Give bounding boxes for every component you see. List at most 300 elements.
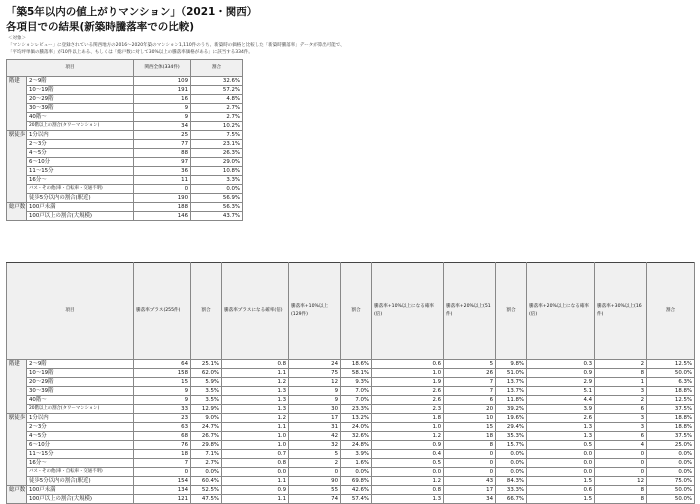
row-label: 20～29階 [27, 95, 134, 104]
count-cell: 0 [444, 459, 496, 468]
column-header: 割合 [191, 263, 222, 360]
percent-cell: 11.8% [496, 396, 527, 405]
percent-cell: 57.2% [191, 86, 243, 95]
percent-cell: 13.2% [341, 414, 372, 423]
table-row [7, 167, 243, 176]
count-cell: 36 [134, 167, 191, 176]
ratio-cell: 2.6 [372, 387, 444, 396]
percent-cell: 18.8% [647, 423, 695, 432]
count-cell: 0 [595, 468, 647, 477]
row-label: 2～3分 [27, 140, 134, 149]
percent-cell: 2.7% [191, 459, 222, 468]
percent-cell: 69.8% [341, 477, 372, 486]
count-cell: 0 [289, 468, 341, 477]
ratio-cell: 1.3 [527, 432, 595, 441]
percent-cell: 57.4% [341, 495, 372, 504]
percent-cell: 18.8% [647, 414, 695, 423]
percent-cell: 10.8% [191, 167, 243, 176]
percent-cell: 7.0% [341, 396, 372, 405]
column-header: 騰落率+20%以上(51件) [444, 263, 496, 360]
ratio-cell: 1.8 [372, 414, 444, 423]
row-label: 100戸未満 [27, 203, 134, 212]
count-cell: 9 [134, 387, 191, 396]
count-cell: 8 [595, 369, 647, 378]
percent-cell: 5.9% [191, 378, 222, 387]
ratio-cell: 1.2 [372, 432, 444, 441]
count-cell: 0 [595, 450, 647, 459]
row-label: 1分以内 [27, 414, 134, 423]
ratio-cell: 0.0 [222, 468, 289, 477]
percent-cell: 0.0% [496, 468, 527, 477]
percent-cell: 19.6% [496, 414, 527, 423]
table-row [7, 185, 243, 194]
percent-cell: 52.5% [191, 486, 222, 495]
row-label: 10～19階 [27, 369, 134, 378]
percent-cell: 33.3% [496, 486, 527, 495]
count-cell: 7 [444, 378, 496, 387]
count-cell: 109 [134, 77, 191, 86]
percent-cell: 50.0% [647, 369, 695, 378]
percent-cell: 62.0% [191, 369, 222, 378]
percent-cell: 25.1% [191, 360, 222, 369]
table-row [7, 86, 243, 95]
percent-cell: 37.5% [647, 405, 695, 414]
ratio-cell: 1.0 [372, 369, 444, 378]
percent-cell: 0.0% [496, 450, 527, 459]
ratio-cell: 1.0 [222, 441, 289, 450]
percent-cell: 6.3% [647, 378, 695, 387]
count-cell: 17 [444, 486, 496, 495]
column-header: 騰落率プラス(255件) [134, 263, 191, 360]
count-cell: 20 [444, 405, 496, 414]
ratio-cell: 1.0 [372, 423, 444, 432]
table-row [7, 405, 695, 414]
count-cell: 15 [134, 378, 191, 387]
count-cell: 23 [134, 414, 191, 423]
ratio-cell: 1.0 [222, 432, 289, 441]
percent-cell: 12.5% [647, 360, 695, 369]
kansai-overall-table [6, 59, 243, 221]
table-row [7, 486, 695, 495]
percent-cell: 0.0% [647, 468, 695, 477]
count-cell: 3 [595, 414, 647, 423]
row-label: 6～10分 [27, 441, 134, 450]
table-row [7, 77, 243, 86]
ratio-cell: 1.9 [372, 378, 444, 387]
count-cell: 17 [289, 414, 341, 423]
count-cell: 0 [444, 468, 496, 477]
count-cell: 97 [134, 158, 191, 167]
percent-cell: 24.0% [341, 423, 372, 432]
count-cell: 32 [289, 441, 341, 450]
ratio-cell: 0.0 [372, 468, 444, 477]
row-label: バス・その他(車・自転車・交通不明) [27, 468, 134, 477]
percent-cell: 0.0% [647, 450, 695, 459]
ratio-cell: 1.1 [222, 477, 289, 486]
percent-cell: 15.7% [496, 441, 527, 450]
row-label: 40階～ [27, 113, 134, 122]
table-row [7, 378, 695, 387]
table-row [7, 459, 695, 468]
count-cell: 1 [595, 378, 647, 387]
count-cell: 9 [134, 113, 191, 122]
ratio-cell: 0.8 [222, 459, 289, 468]
ratio-cell: 0.6 [372, 360, 444, 369]
table-row [7, 122, 243, 131]
column-header: 項目 [7, 263, 134, 360]
row-label: 20階以上の割合(タワーマンション) [27, 405, 134, 414]
table-row [7, 414, 695, 423]
percent-cell: 3.9% [341, 450, 372, 459]
percent-cell: 9.3% [341, 378, 372, 387]
ratio-cell: 3.9 [527, 405, 595, 414]
count-cell: 146 [134, 212, 191, 221]
ratio-cell: 0.0 [527, 450, 595, 459]
count-cell: 8 [444, 441, 496, 450]
count-cell: 64 [134, 360, 191, 369]
count-cell: 63 [134, 423, 191, 432]
ratio-cell: 1.3 [222, 405, 289, 414]
row-label: 4～5分 [27, 432, 134, 441]
ratio-cell: 1.2 [372, 477, 444, 486]
count-cell: 5 [444, 360, 496, 369]
ratio-cell: 2.3 [372, 405, 444, 414]
ratio-cell: 1.5 [527, 477, 595, 486]
percent-cell: 50.0% [647, 486, 695, 495]
percent-cell: 7.1% [191, 450, 222, 459]
count-cell: 8 [595, 495, 647, 504]
percent-cell: 3.5% [191, 396, 222, 405]
table-row [7, 194, 243, 203]
column-header: 割合 [496, 263, 527, 360]
row-label: 11～15分 [27, 450, 134, 459]
percent-cell: 18.8% [647, 387, 695, 396]
table-body [7, 77, 243, 221]
count-cell: 191 [134, 86, 191, 95]
category-cell: 駅徒歩 [7, 131, 27, 203]
count-cell: 2 [289, 459, 341, 468]
count-cell: 154 [134, 477, 191, 486]
count-cell: 190 [134, 194, 191, 203]
count-cell: 4 [595, 441, 647, 450]
table-row [7, 203, 243, 212]
count-cell: 15 [444, 423, 496, 432]
percent-cell: 39.2% [496, 405, 527, 414]
category-cell: 駅徒歩 [7, 414, 27, 486]
row-label: 30～39階 [27, 387, 134, 396]
table-row [7, 423, 695, 432]
count-cell: 42 [289, 432, 341, 441]
count-cell: 0 [134, 185, 191, 194]
count-cell: 30 [289, 405, 341, 414]
category-cell: 階建 [7, 77, 27, 131]
column-header: 割合 [191, 60, 243, 77]
table-row [7, 158, 243, 167]
target-note: 「平均坪単価の騰落率」が10件以上ある、もしくは「総戸数に対して30%以上の騰落率価格がある」に該当する334件。 [8, 50, 253, 55]
percent-cell: 58.1% [341, 369, 372, 378]
percent-cell: 2.7% [191, 113, 243, 122]
percent-cell: 0.0% [191, 468, 222, 477]
table-row [7, 441, 695, 450]
table-row [7, 131, 243, 140]
count-cell: 9 [289, 387, 341, 396]
table-header-row [7, 60, 243, 77]
count-cell: 3 [595, 387, 647, 396]
percent-cell: 66.7% [496, 495, 527, 504]
ratio-cell: 0.8 [222, 360, 289, 369]
ratio-cell: 1.5 [527, 495, 595, 504]
percent-cell: 60.4% [191, 477, 222, 486]
table-row [7, 495, 695, 504]
percent-cell: 7.0% [341, 387, 372, 396]
table-row [7, 176, 243, 185]
page-title: 「築5年以内の値上がりマンション」（2021・関西） [6, 6, 258, 18]
percent-cell: 1.6% [341, 459, 372, 468]
percent-cell: 9.8% [496, 360, 527, 369]
ratio-cell: 4.4 [527, 396, 595, 405]
row-label: 20～29階 [27, 378, 134, 387]
ratio-cell: 1.3 [222, 396, 289, 405]
count-cell: 6 [595, 405, 647, 414]
ratio-cell: 1.1 [222, 369, 289, 378]
table-row [7, 396, 695, 405]
count-cell: 9 [134, 104, 191, 113]
percent-cell: 9.0% [191, 414, 222, 423]
row-label: 10～19階 [27, 86, 134, 95]
ratio-cell: 0.6 [527, 486, 595, 495]
table-row [7, 113, 243, 122]
table-row [7, 450, 695, 459]
count-cell: 9 [134, 396, 191, 405]
target-label: ＜対象＞ [8, 36, 26, 41]
percent-cell: 7.5% [191, 131, 243, 140]
percent-cell: 18.6% [341, 360, 372, 369]
row-label: 11～15分 [27, 167, 134, 176]
count-cell: 75 [289, 369, 341, 378]
row-label: 徒歩5分以内の割合(駅近) [27, 477, 134, 486]
column-header: 割合 [647, 263, 695, 360]
table-row [7, 140, 243, 149]
count-cell: 18 [444, 432, 496, 441]
ratio-cell: 0.9 [372, 441, 444, 450]
column-header: 騰落率プラスになる確率(倍) [222, 263, 289, 360]
ratio-cell: 0.8 [372, 486, 444, 495]
column-header: 騰落率+20%以上になる確率(倍) [527, 263, 595, 360]
percent-cell: 25.0% [647, 441, 695, 450]
count-cell: 0 [134, 468, 191, 477]
ratio-cell: 1.3 [372, 495, 444, 504]
row-label: 40階～ [27, 396, 134, 405]
count-cell: 90 [289, 477, 341, 486]
table-body [7, 360, 695, 504]
ratio-cell: 0.7 [222, 450, 289, 459]
percent-cell: 26.7% [191, 432, 222, 441]
count-cell: 26 [444, 369, 496, 378]
percent-cell: 43.7% [191, 212, 243, 221]
percent-cell: 3.3% [191, 176, 243, 185]
table-row [7, 360, 695, 369]
percent-cell: 56.3% [191, 203, 243, 212]
count-cell: 11 [134, 176, 191, 185]
category-cell: 総戸数 [7, 203, 27, 221]
percent-cell: 3.5% [191, 387, 222, 396]
count-cell: 16 [134, 95, 191, 104]
count-cell: 2 [595, 360, 647, 369]
ratio-cell: 0.0 [527, 468, 595, 477]
ratio-cell: 0.4 [372, 450, 444, 459]
row-label: 1分以内 [27, 131, 134, 140]
percent-cell: 10.2% [191, 122, 243, 131]
count-cell: 31 [289, 423, 341, 432]
column-header: 騰落率+30%以上(16件) [595, 263, 647, 360]
table-row [7, 477, 695, 486]
count-cell: 43 [444, 477, 496, 486]
row-label: 徒歩5分以内の割合(駅近) [27, 194, 134, 203]
page-subtitle: 各項目での結果(新築時騰落率での比較) [6, 21, 195, 33]
percent-cell: 37.5% [647, 432, 695, 441]
percent-cell: 12.9% [191, 405, 222, 414]
table-row [7, 468, 695, 477]
percent-cell: 2.7% [191, 104, 243, 113]
ratio-cell: 0.9 [527, 369, 595, 378]
percent-cell: 51.0% [496, 369, 527, 378]
count-cell: 68 [134, 432, 191, 441]
percent-cell: 47.5% [191, 495, 222, 504]
table-row [7, 387, 695, 396]
percent-cell: 32.6% [191, 77, 243, 86]
percent-cell: 24.8% [341, 441, 372, 450]
row-label: 100戸以上の割合(大規模) [27, 212, 134, 221]
percent-cell: 0.0% [191, 185, 243, 194]
count-cell: 158 [134, 369, 191, 378]
row-label: 100戸以上の割合(大規模) [27, 495, 134, 504]
percent-cell: 23.1% [191, 140, 243, 149]
percent-cell: 56.9% [191, 194, 243, 203]
table-row [7, 104, 243, 113]
ratio-cell: 2.6 [527, 414, 595, 423]
count-cell: 3 [595, 423, 647, 432]
count-cell: 76 [134, 441, 191, 450]
percent-cell: 84.3% [496, 477, 527, 486]
count-cell: 10 [444, 414, 496, 423]
count-cell: 77 [134, 140, 191, 149]
percent-cell: 35.3% [496, 432, 527, 441]
ratio-cell: 0.9 [222, 486, 289, 495]
count-cell: 6 [444, 396, 496, 405]
count-cell: 0 [595, 459, 647, 468]
row-label: バス・その他(車・自転車・交通不明) [27, 185, 134, 194]
count-cell: 34 [444, 495, 496, 504]
percent-cell: 24.7% [191, 423, 222, 432]
row-label: 4～5分 [27, 149, 134, 158]
ratio-cell: 0.5 [372, 459, 444, 468]
count-cell: 121 [134, 495, 191, 504]
count-cell: 7 [444, 387, 496, 396]
percent-cell: 13.7% [496, 378, 527, 387]
count-cell: 34 [134, 122, 191, 131]
row-label: 16分～ [27, 176, 134, 185]
percent-cell: 0.0% [647, 459, 695, 468]
row-label: 30～39階 [27, 104, 134, 113]
ratio-cell: 1.1 [222, 495, 289, 504]
percent-cell: 23.3% [341, 405, 372, 414]
column-header: 関西全体(334件) [134, 60, 191, 77]
percent-cell: 29.4% [496, 423, 527, 432]
count-cell: 12 [595, 477, 647, 486]
percent-cell: 29.0% [191, 158, 243, 167]
percent-cell: 13.7% [496, 387, 527, 396]
count-cell: 25 [134, 131, 191, 140]
count-cell: 8 [595, 486, 647, 495]
ratio-cell: 1.1 [222, 423, 289, 432]
column-header: 項目 [7, 60, 134, 77]
percent-cell: 32.6% [341, 432, 372, 441]
percent-cell: 4.8% [191, 95, 243, 104]
count-cell: 9 [289, 396, 341, 405]
count-cell: 88 [134, 149, 191, 158]
count-cell: 134 [134, 486, 191, 495]
percent-cell: 12.5% [647, 396, 695, 405]
count-cell: 12 [289, 378, 341, 387]
category-cell: 階建 [7, 360, 27, 414]
ratio-cell: 1.2 [222, 378, 289, 387]
count-cell: 0 [444, 450, 496, 459]
category-cell: 総戸数 [7, 486, 27, 504]
count-cell: 2 [595, 396, 647, 405]
row-label: 20階以上の割合(タワーマンション) [27, 122, 134, 131]
count-cell: 55 [289, 486, 341, 495]
row-label: 2～9階 [27, 360, 134, 369]
table-row [7, 369, 695, 378]
ratio-cell: 5.1 [527, 387, 595, 396]
ratio-cell: 0.3 [527, 360, 595, 369]
table-header-row [7, 263, 695, 360]
percent-cell: 26.3% [191, 149, 243, 158]
ratio-cell: 1.3 [222, 387, 289, 396]
row-label: 2～9階 [27, 77, 134, 86]
ratio-cell: 1.2 [222, 414, 289, 423]
count-cell: 6 [595, 432, 647, 441]
percent-cell: 0.0% [341, 468, 372, 477]
count-cell: 24 [289, 360, 341, 369]
table-row [7, 95, 243, 104]
column-header: 騰落率+10%以上になる確率(倍) [372, 263, 444, 360]
count-cell: 33 [134, 405, 191, 414]
ratio-cell: 2.6 [372, 396, 444, 405]
percent-cell: 29.8% [191, 441, 222, 450]
percent-cell: 42.6% [341, 486, 372, 495]
ratio-cell: 1.3 [527, 423, 595, 432]
count-cell: 5 [289, 450, 341, 459]
row-label: 6～10分 [27, 158, 134, 167]
percent-cell: 75.0% [647, 477, 695, 486]
ratio-cell: 0.5 [527, 441, 595, 450]
row-label: 100戸未満 [27, 486, 134, 495]
price-rise-comparison-table [6, 262, 695, 504]
ratio-cell: 2.9 [527, 378, 595, 387]
percent-cell: 0.0% [496, 459, 527, 468]
percent-cell: 50.0% [647, 495, 695, 504]
row-label: 16分～ [27, 459, 134, 468]
column-header: 割合 [341, 263, 372, 360]
count-cell: 74 [289, 495, 341, 504]
table-row [7, 149, 243, 158]
count-cell: 18 [134, 450, 191, 459]
count-cell: 7 [134, 459, 191, 468]
column-header: 騰落率+10%以上(129件) [289, 263, 341, 360]
target-note: 「マンションレビュー」に登録されている関西地方の2016～2020年築のマンション1,110件のうち、新築時の価格と比較した「新築時騰落率」データが算出可能で、 [8, 43, 345, 48]
row-label: 2～3分 [27, 423, 134, 432]
